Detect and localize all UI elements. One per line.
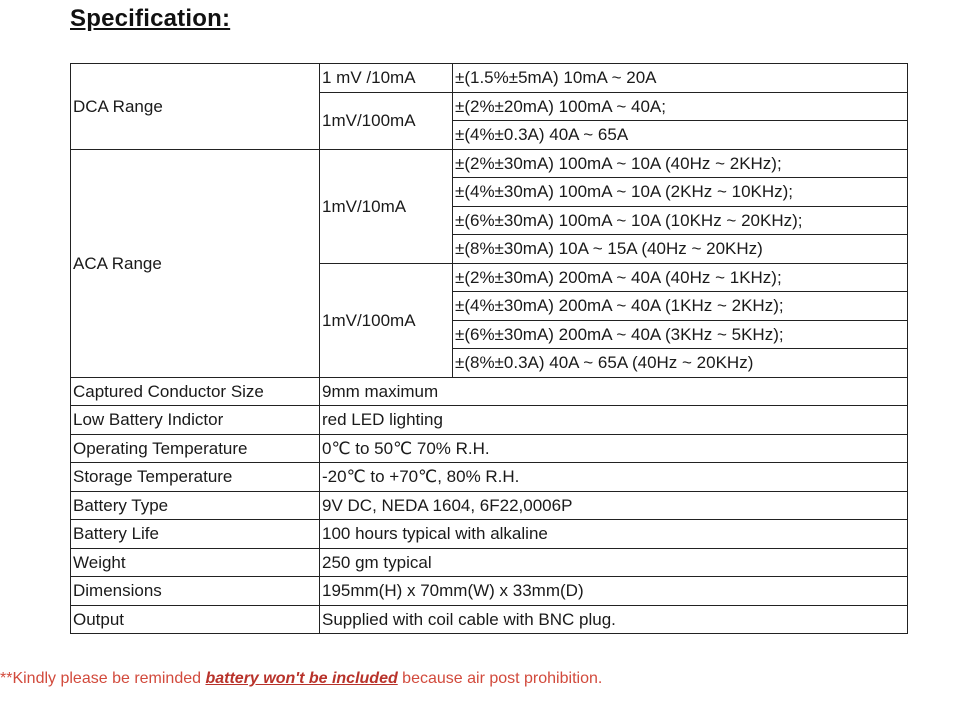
row-label-aca-range: ACA Range (71, 149, 320, 377)
notice-prefix: **Kindly please be reminded (0, 670, 206, 687)
row-value: 0℃ to 50℃ 70% R.H. (320, 434, 908, 463)
row-value: Supplied with coil cable with BNC plug. (320, 605, 908, 634)
table-row (71, 149, 908, 178)
row-value: 250 gm typical (320, 548, 908, 577)
table-row (71, 491, 908, 520)
row-label: Low Battery Indictor (71, 406, 320, 435)
row-label: Battery Life (71, 520, 320, 549)
row-label: Captured Conductor Size (71, 377, 320, 406)
row-label: Dimensions (71, 577, 320, 606)
ratio-cell: 1 mV /10mA (320, 64, 453, 93)
table-row (71, 548, 908, 577)
notice-emphasis: battery won't be included (205, 670, 398, 687)
spec-cell: ±(6%±30mA) 200mA ~ 40A (3KHz ~ 5KHz); (453, 320, 908, 349)
spec-cell: ±(4%±30mA) 200mA ~ 40A (1KHz ~ 2KHz); (453, 292, 908, 321)
ratio-cell: 1mV/100mA (320, 92, 453, 149)
ratio-cell: 1mV/100mA (320, 263, 453, 377)
battery-notice (0, 670, 602, 688)
row-value: -20℃ to +70℃, 80% R.H. (320, 463, 908, 492)
ratio-cell: 1mV/10mA (320, 149, 453, 263)
table-row (71, 520, 908, 549)
row-label: Operating Temperature (71, 434, 320, 463)
row-label: Output (71, 605, 320, 634)
table-row (71, 406, 908, 435)
table-row (71, 64, 908, 93)
spec-cell: ±(8%±30mA) 10A ~ 15A (40Hz ~ 20KHz) (453, 235, 908, 264)
table-row (71, 434, 908, 463)
row-label: Storage Temperature (71, 463, 320, 492)
spec-cell: ±(6%±30mA) 100mA ~ 10A (10KHz ~ 20KHz); (453, 206, 908, 235)
spec-cell: ±(1.5%±5mA) 10mA ~ 20A (453, 64, 908, 93)
row-value: 195mm(H) x 70mm(W) x 33mm(D) (320, 577, 908, 606)
specification-table (70, 63, 908, 634)
spec-cell: ±(2%±30mA) 200mA ~ 40A (40Hz ~ 1KHz); (453, 263, 908, 292)
spec-cell: ±(4%±30mA) 100mA ~ 10A (2KHz ~ 10KHz); (453, 178, 908, 207)
spec-cell: ±(2%±30mA) 100mA ~ 10A (40Hz ~ 2KHz); (453, 149, 908, 178)
notice-suffix: because air post prohibition. (397, 670, 603, 687)
table-row (71, 463, 908, 492)
table-row (71, 605, 908, 634)
spec-cell: ±(2%±20mA) 100mA ~ 40A; (453, 92, 908, 121)
row-value: red LED lighting (320, 406, 908, 435)
table-row (71, 577, 908, 606)
row-label: Weight (71, 548, 320, 577)
table-row (71, 377, 908, 406)
page-title: Specification: (70, 5, 231, 32)
spec-cell: ±(4%±0.3A) 40A ~ 65A (453, 121, 908, 150)
row-value: 100 hours typical with alkaline (320, 520, 908, 549)
row-label-dca-range: DCA Range (71, 64, 320, 150)
row-value: 9mm maximum (320, 377, 908, 406)
spec-cell: ±(8%±0.3A) 40A ~ 65A (40Hz ~ 20KHz) (453, 349, 908, 378)
row-label: Battery Type (71, 491, 320, 520)
row-value: 9V DC, NEDA 1604, 6F22,0006P (320, 491, 908, 520)
